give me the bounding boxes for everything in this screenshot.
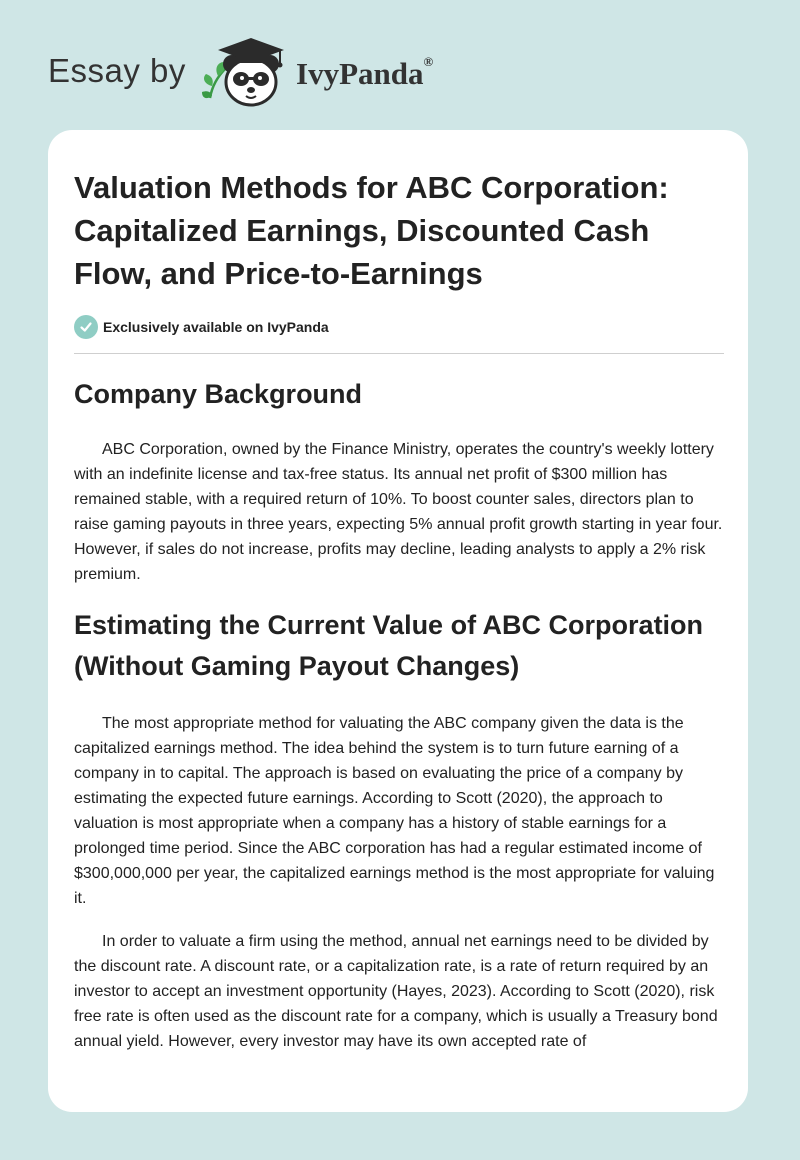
- brand-logo-text[interactable]: IvyPanda®: [296, 54, 434, 91]
- essay-content: [74, 166, 726, 1054]
- section-heading: Estimating the Current Value of ABC Corporation (Without Gaming Payout Changes): [74, 610, 704, 681]
- essay-by-label: Essay by: [48, 52, 186, 89]
- paragraph: The most appropriate method for valuating the ABC company given the data is the capitalized earnings method. The idea behind the system is to turn future earning of a company in to capital. The approach is based on evaluating the price of a company by estimating the expected future earnings. According to Scott (2020), the approach to valuation is most appropriate when a company has a history of stable earnings for a prolonged time period. Since the ABC corporation has had a regular estimated income of $300,000,000 per year, the capitalized earnings method is the most appropriate for valuing it.: [74, 715, 715, 907]
- page-title: Valuation Methods for ABC Corporation: Capitalized Earnings, Discounted Cash Flow, and Price-to-Earnings: [74, 170, 669, 291]
- site-header: [48, 34, 508, 110]
- essay-card: [48, 130, 748, 1112]
- divider: [74, 353, 724, 354]
- panda-logo-icon[interactable]: [198, 34, 288, 110]
- exclusive-badge: [74, 314, 726, 340]
- paragraph: ABC Corporation, owned by the Finance Ministry, operates the country's weekly lottery with an indefinite license and tax-free status. Its annual net profit of $300 million has remained stable, with a required return of 10%. To boost counter sales, directors plan to raise gaming payouts in three years, expecting 5% annual profit growth starting in year four. However, if sales do not increase, profits may decline, leading analysts to apply a 2% risk premium.: [74, 441, 723, 583]
- exclusive-label: Exclusively available on IvyPanda: [103, 319, 329, 335]
- section-heading: Company Background: [74, 379, 363, 409]
- checkmark-icon: [74, 315, 98, 339]
- paragraph: In order to valuate a firm using the method, annual net earnings need to be divided by the discount rate. A discount rate, or a capitalization rate, is a rate of return required by an investor to accept an investment opportunity (Hayes, 2023). According to Scott (2020), risk free rate is often used as the discount rate for a company, which is usually a Treasury bond annual yield. However, every investor may have its own accepted rate of: [74, 933, 718, 1050]
